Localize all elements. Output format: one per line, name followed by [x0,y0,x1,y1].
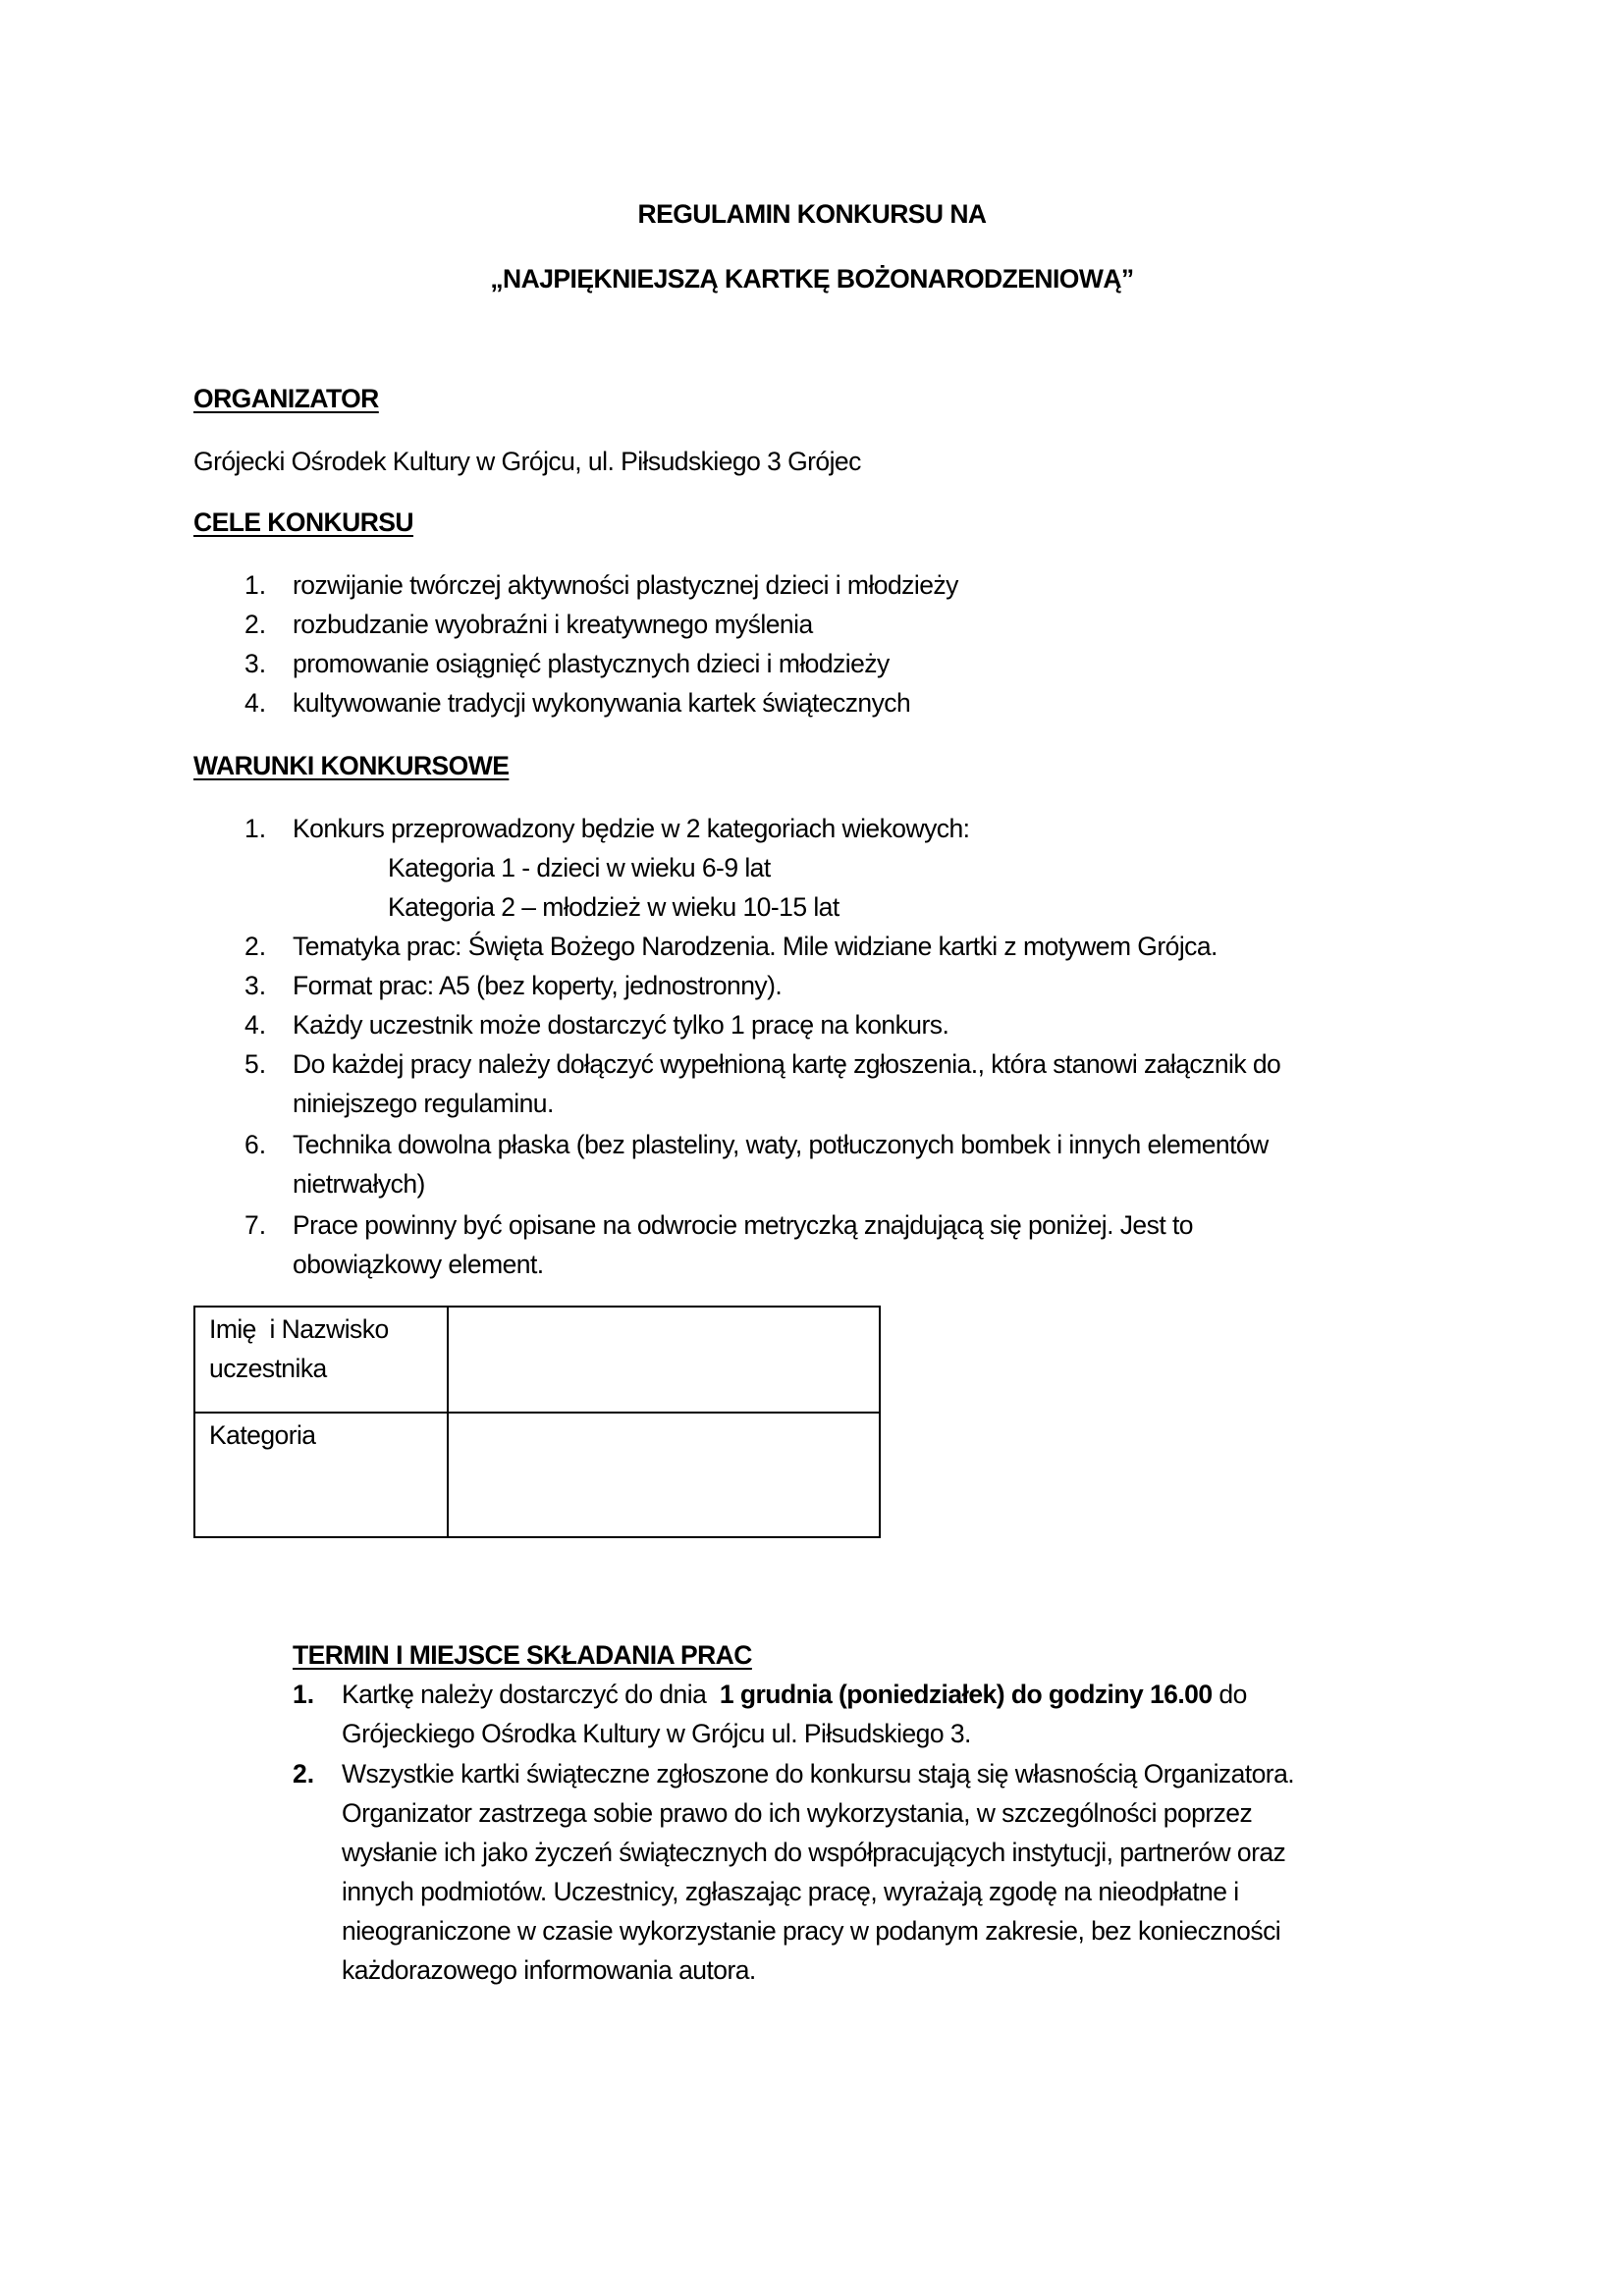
condition-item-continuation: nietrwałych) [293,1169,425,1199]
condition-item-continuation: niniejszego regulaminu. [293,1089,554,1118]
condition-item: Każdy uczestnik może dostarczyć tylko 1 pracę na konkurs. [293,1010,949,1040]
condition-number: 4. [244,1010,267,1040]
condition-number: 6. [244,1130,267,1159]
label-name-line1: Imię i Nazwisko [209,1314,389,1344]
goal-number: 2. [244,610,267,639]
condition-number: 5. [244,1049,267,1079]
document-title-line2: „NAJPIĘKNIEJSZĄ KARTKĘ BOŻONARODZENIOWĄ” [490,264,1134,294]
condition-item-continuation: obowiązkowy element. [293,1250,544,1279]
deadline-item-1-continuation: Grójeckiego Ośrodka Kultury w Grójcu ul. Piłsudskiego 3. [342,1719,971,1748]
condition-number: 1. [244,814,267,843]
condition-item: Tematyka prac: Święta Bożego Narodzenia. Mile widziane kartki z motywem Grójca. [293,932,1218,961]
organizer-heading: ORGANIZATOR [193,384,379,413]
category-1: Kategoria 1 - dzieci w wieku 6-9 lat [388,853,771,882]
deadline-item-2-continuation: Organizator zastrzega sobie prawo do ich wykorzystania, w szczególności poprzez [342,1798,1253,1828]
label-name-line2: uczestnika [209,1354,327,1383]
deadline-item-2-continuation: każdorazowego informowania autora. [342,1955,756,1985]
condition-item: Technika dowolna płaska (bez plasteliny, waty, potłuczonych bombek i innych elementów [293,1130,1269,1159]
category-2: Kategoria 2 – młodzież w wieku 10-15 lat [388,892,839,922]
condition-item: Prace powinny być opisane na odwrocie metryczką znajdującą się poniżej. Jest to [293,1210,1193,1240]
table-row [194,1307,880,1413]
condition-item: Do każdej pracy należy dołączyć wypełnioną kartę zgłoszenia., która stanowi załącznik do [293,1049,1281,1079]
condition-number: 7. [244,1210,267,1240]
goal-number: 1. [244,570,267,600]
deadline-item-2-continuation: innych podmiotów. Uczestnicy, zgłaszając pracę, wyrażają zgodę na nieodpłatne i [342,1877,1239,1906]
deadline-text-pre: Kartkę należy dostarczyć do dnia [342,1680,714,1709]
conditions-heading: WARUNKI KONKURSOWE [193,751,510,780]
deadline-item-2-continuation: nieograniczone w czasie wykorzystanie pracy w podanym zakresie, bez konieczności [342,1916,1281,1946]
deadline-heading: TERMIN I MIEJSCE SKŁADANIA PRAC [293,1640,752,1670]
value-cell-name[interactable] [448,1307,880,1413]
deadline-text-post: do [1212,1680,1247,1709]
deadline-item-2: Wszystkie kartki świąteczne zgłoszone do konkursu stają się własnością Organizatora. [342,1759,1295,1789]
document-title-line1: REGULAMIN KONKURSU NA [637,199,987,229]
deadline-number: 1. [293,1680,315,1709]
goal-item: kultywowanie tradycji wykonywania kartek świątecznych [293,688,911,718]
organizer-text: Grójecki Ośrodek Kultury w Grójcu, ul. Piłsudskiego 3 Grójec [193,447,861,476]
label-table [193,1306,881,1538]
condition-item: Konkurs przeprowadzony będzie w 2 kategoriach wiekowych: [293,814,970,843]
table-row [194,1413,880,1537]
deadline-date: 1 grudnia (poniedziałek) do godziny 16.00 [713,1680,1213,1709]
condition-number: 3. [244,971,267,1000]
deadline-item-2-continuation: wysłanie ich jako życzeń świątecznych do współpracujących instytucji, partnerów oraz [342,1838,1286,1867]
deadline-item-1 [342,1675,1247,1714]
deadline-number: 2. [293,1759,315,1789]
goals-heading: CELE KONKURSU [193,507,414,537]
label-cell-name [194,1307,448,1413]
condition-item: Format prac: A5 (bez koperty, jednostronny). [293,971,783,1000]
goal-number: 3. [244,649,267,678]
label-category: Kategoria [209,1420,316,1450]
condition-number: 2. [244,932,267,961]
goal-item: rozwijanie twórczej aktywności plastycznej dzieci i młodzieży [293,570,958,600]
goal-item: rozbudzanie wyobraźni i kreatywnego myślenia [293,610,813,639]
label-cell-category [194,1413,448,1537]
goal-item: promowanie osiągnięć plastycznych dzieci i młodzieży [293,649,890,678]
value-cell-category[interactable] [448,1413,880,1537]
goal-number: 4. [244,688,267,718]
